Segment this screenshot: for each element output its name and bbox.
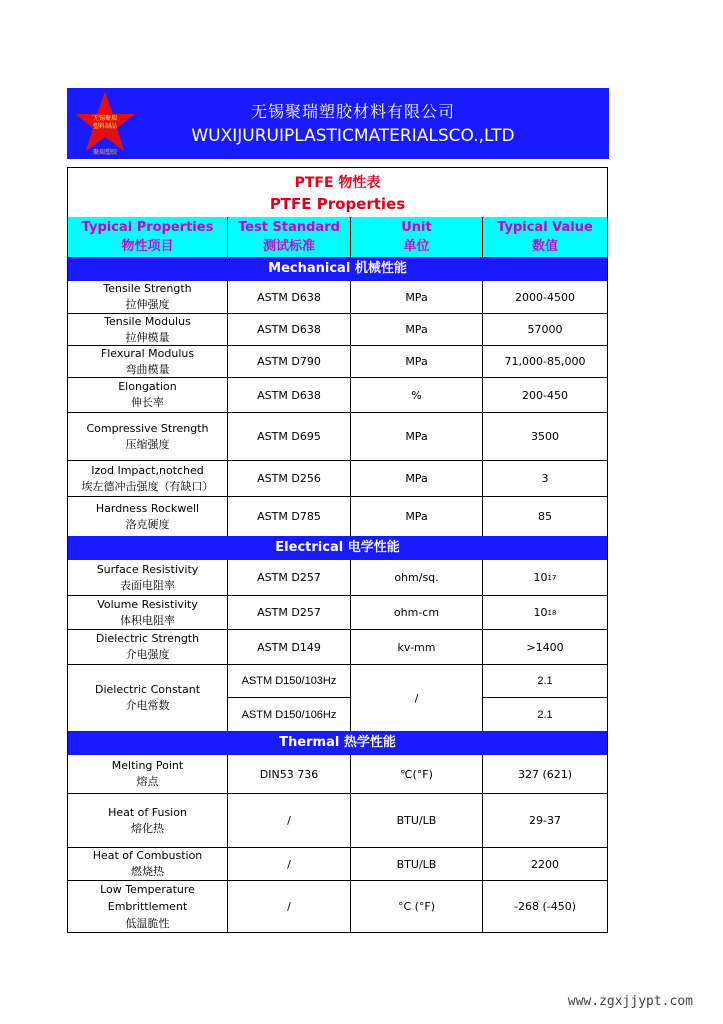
table-row — [68, 413, 607, 461]
unit: MPa — [350, 413, 482, 460]
section-electrical: Electrical 电学性能 — [68, 536, 607, 560]
typical-value: >1400 — [482, 630, 607, 664]
property-name: Tensile Modulus 拉伸模量 — [104, 314, 191, 344]
test-standard: ASTM D638 — [227, 378, 350, 412]
unit: / — [350, 665, 482, 731]
unit: ohm-cm — [350, 596, 482, 629]
property-name: Surface Resistivity 表面电阻率 — [96, 562, 199, 592]
property-name: Hardness Rockwell 洛克硬度 — [95, 501, 200, 531]
header-standard: Test Standard 测试标准 — [227, 217, 350, 257]
table-row — [68, 497, 607, 536]
test-standard: ASTM D256 — [227, 461, 350, 496]
typical-value: 71,000-85,000 — [482, 346, 607, 377]
company-name-cn: 无锡聚瑞塑胶材料有限公司 — [250, 102, 455, 121]
typical-value: 2000-4500 — [482, 281, 607, 313]
table-header — [68, 217, 607, 257]
property-name: Melting Point 熔点 — [111, 759, 184, 788]
typical-value: -268 (-450) — [482, 881, 607, 932]
company-banner — [67, 88, 609, 159]
test-standard: ASTM D638 — [227, 314, 350, 345]
typical-value: 2.1 — [482, 665, 607, 698]
test-standard: ASTM D790 — [227, 346, 350, 377]
unit: BTU/LB — [350, 848, 482, 880]
properties-sheet — [67, 167, 608, 933]
test-standard: ASTM D257 — [227, 560, 350, 595]
section-thermal: Thermal 热学性能 — [68, 731, 607, 755]
sheet-title-cn: PTFE 物性表 — [294, 175, 381, 191]
unit: ohm/sq. — [350, 560, 482, 595]
test-standard: / — [227, 794, 350, 847]
unit: MPa — [350, 461, 482, 496]
typical-value: 327 (621) — [482, 755, 607, 793]
table-row — [68, 314, 607, 346]
table-row — [68, 630, 607, 665]
typical-value: 2200 — [482, 848, 607, 880]
table-row — [68, 461, 607, 497]
property-name: Volume Resistivity 体积电阻率 — [97, 597, 198, 627]
table-row — [68, 881, 607, 932]
typical-value: 29-37 — [482, 794, 607, 847]
sheet-title-en: PTFE Properties — [269, 195, 406, 213]
typical-value: 57000 — [482, 314, 607, 345]
unit: ℃(°F) — [350, 755, 482, 793]
header-unit: Unit 单位 — [350, 217, 482, 257]
table-row — [68, 755, 607, 794]
svg-text:聚瑞塑胶: 聚瑞塑胶 — [92, 149, 118, 156]
test-standard: ASTM D785 — [227, 497, 350, 536]
svg-text:无锡聚瑞: 无锡聚瑞 — [92, 115, 118, 122]
test-standard: / — [227, 848, 350, 880]
section-mechanical: Mechanical 机械性能 — [68, 257, 607, 281]
watermark: www.zgxjjypt.com — [567, 994, 693, 1009]
property-name: Tensile Strength 拉伸强度 — [103, 282, 192, 311]
test-standard: ASTM D257 — [227, 596, 350, 629]
table-row-dielectric-constant — [68, 665, 607, 731]
property-name: Heat of Combustion 燃烧热 — [92, 849, 203, 878]
typical-value: 3 — [482, 461, 607, 496]
unit: MPa — [350, 281, 482, 313]
property-name: Compressive Strength 压缩强度 — [86, 421, 209, 451]
typical-value: 2.1 — [482, 698, 607, 731]
typical-value: 200-450 — [482, 378, 607, 412]
test-standard: ASTM D150/106Hz — [227, 698, 350, 731]
test-standard: DIN53 736 — [227, 755, 350, 793]
typical-value: 10 17 — [482, 560, 607, 595]
property-name: Flexural Modulus 弯曲模量 — [100, 346, 195, 376]
test-standard: ASTM D638 — [227, 281, 350, 313]
table-row — [68, 378, 607, 413]
typical-value: 3500 — [482, 413, 607, 460]
property-name: Elongation 伸长率 — [118, 380, 177, 409]
unit: MPa — [350, 314, 482, 345]
test-standard: ASTM D150/103Hz — [227, 665, 350, 698]
unit: MPa — [350, 346, 482, 377]
property-name: Dielectric Strength 介电强度 — [95, 632, 200, 661]
table-row — [68, 596, 607, 630]
test-standard: ASTM D149 — [227, 630, 350, 664]
test-standard: / — [227, 881, 350, 932]
table-row — [68, 560, 607, 596]
unit: MPa — [350, 497, 482, 536]
header-value: Typical Value 数值 — [482, 217, 607, 257]
table-row — [68, 794, 607, 848]
company-name-en: WUXIJURUIPLASTICMATERIALSCO.,LTD — [191, 126, 515, 146]
test-standard: ASTM D695 — [227, 413, 350, 460]
header-properties: Typical Properties 物性项目 — [81, 220, 214, 254]
svg-text:塑料制品: 塑料制品 — [92, 123, 118, 130]
table-row — [68, 346, 607, 378]
property-name: Low Temperature Embrittlement 低温脆性 — [100, 883, 195, 930]
property-name: Izod Impact,notched 埃左德冲击强度（有缺口） — [81, 463, 214, 493]
unit: BTU/LB — [350, 794, 482, 847]
property-name: Dielectric Constant 介电常数 — [94, 683, 201, 712]
typical-value: 85 — [482, 497, 607, 536]
property-name: Heat of Fusion 熔化热 — [108, 805, 187, 835]
unit: % — [350, 378, 482, 412]
unit: kv-mm — [350, 630, 482, 664]
table-row — [68, 848, 607, 881]
unit: °C (°F) — [350, 881, 482, 932]
typical-value: 10 18 — [482, 596, 607, 629]
table-row — [68, 281, 607, 314]
